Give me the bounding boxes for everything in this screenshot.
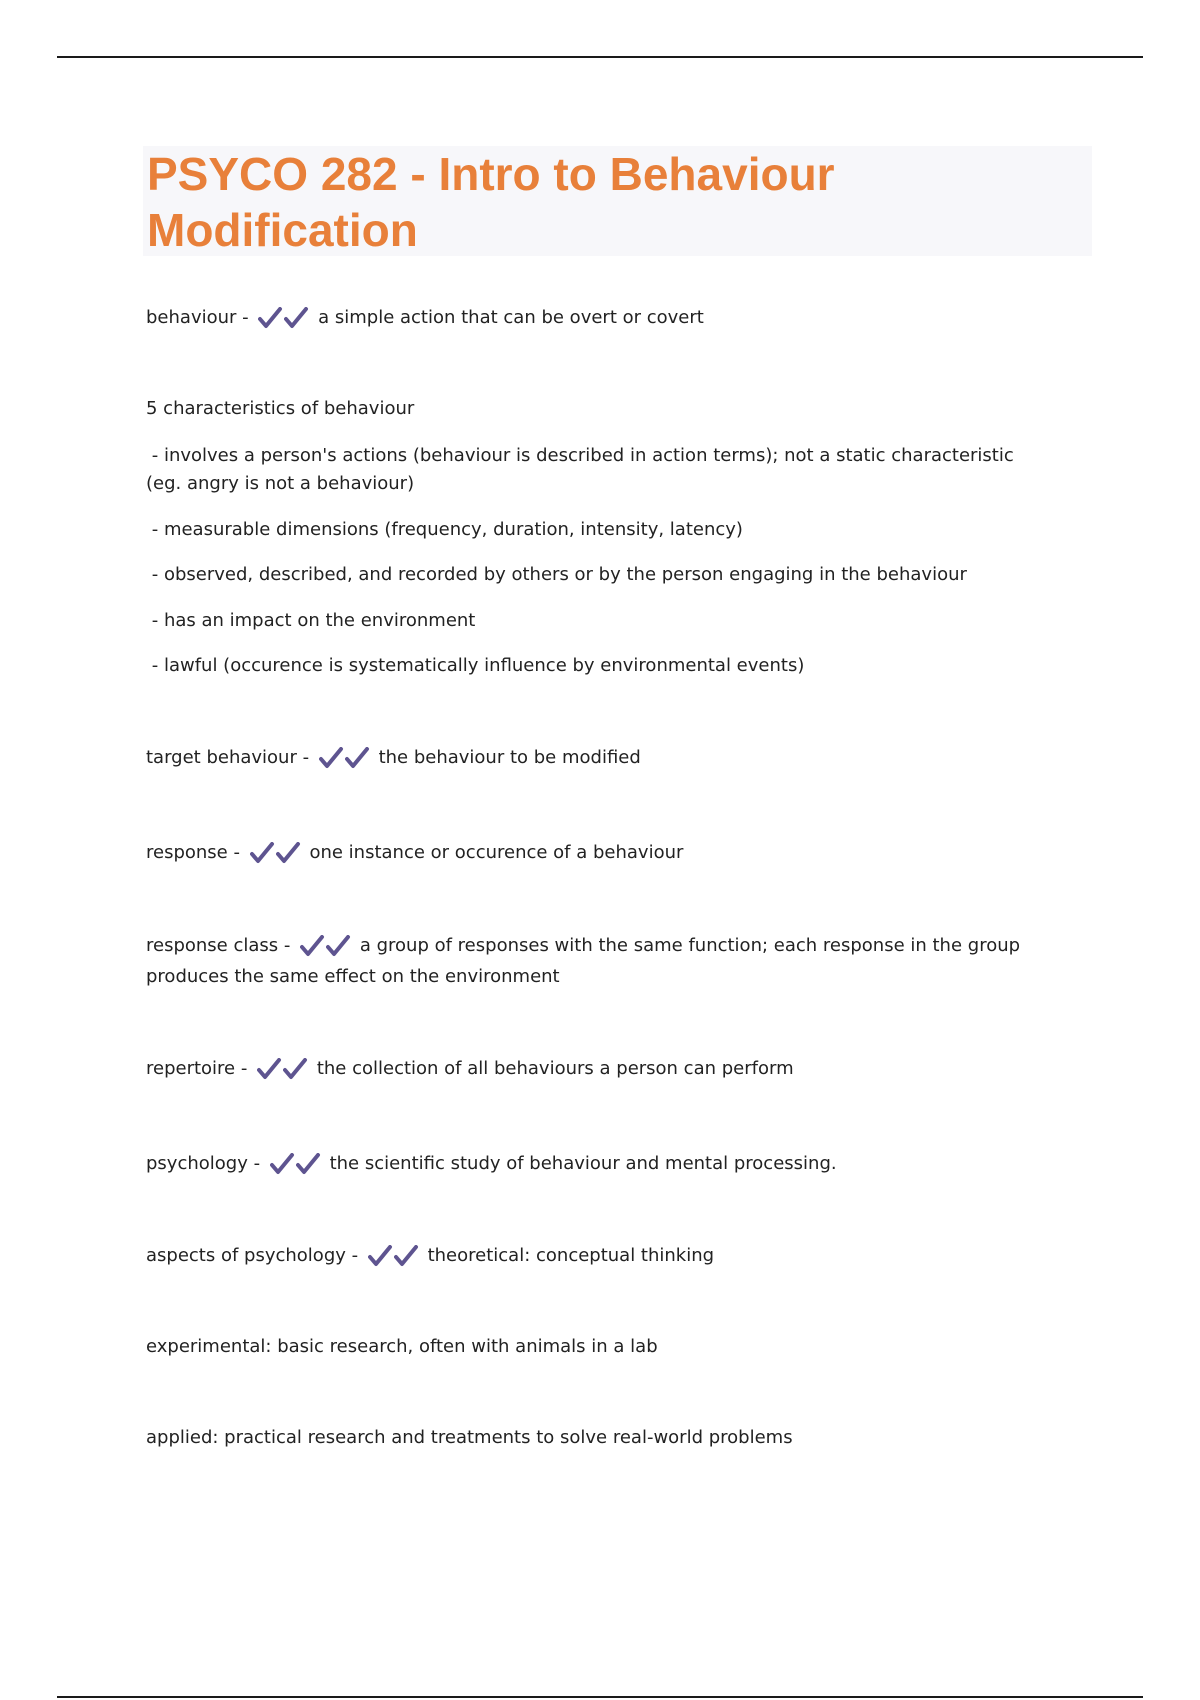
entry-term: target behaviour - [146,747,310,768]
top-rule [57,56,1143,58]
entry-text: - has an impact on the environment [146,610,476,631]
entry-target-behaviour [146,744,1046,775]
double-check-icon [250,842,302,870]
entry-term: psychology - [146,1153,261,1174]
entry-repertoire [146,1055,1046,1086]
entry-aspects-of-psychology [146,1242,1046,1273]
entry-text: experimental: basic research, often with animals in a lab [146,1336,658,1357]
entry-definition: a simple action that can be overt or covert [318,307,704,328]
entry-term: response - [146,842,240,863]
entry-response [146,839,1046,870]
entry-definition: the collection of all behaviours a person can perform [316,1058,794,1079]
entry-psychology [146,1150,1046,1181]
page-title: PSYCO 282 - Intro to Behaviour Modification [147,148,835,256]
entry-heading-characteristics [146,395,1046,423]
entry-applied [146,1424,1046,1452]
entry-text: - measurable dimensions (frequency, duration, intensity, latency) [146,519,743,540]
entry-text: applied: practical research and treatments to solve real-world problems [146,1427,793,1448]
bottom-rule [57,1696,1143,1698]
double-check-icon [319,747,371,775]
double-check-icon [258,307,310,335]
entry-definition: theoretical: conceptual thinking [427,1245,715,1266]
entry-characteristic-2 [146,516,1046,544]
entry-term: response class - [146,935,291,956]
entry-behaviour [146,304,1046,335]
double-check-icon [300,935,352,963]
entry-definition: the scientific study of behaviour and mental processing. [329,1153,837,1174]
entry-term: aspects of psychology - [146,1245,359,1266]
entry-response-class [146,932,1026,991]
entry-definition: the behaviour to be modified [378,747,641,768]
entry-characteristic-3 [146,561,1046,589]
entry-text: 5 characteristics of behaviour [146,398,415,419]
entry-experimental [146,1333,1046,1361]
entry-definition: a group of responses with the same function; each response in the group produces the same effect on the environment [146,935,1021,987]
double-check-icon [368,1245,420,1273]
double-check-icon [257,1058,309,1086]
double-check-icon [270,1153,322,1181]
entry-characteristic-1 [146,442,1046,498]
entry-characteristic-4 [146,607,1046,635]
entry-term: repertoire - [146,1058,248,1079]
entry-text: - lawful (occurence is systematically influence by environmental events) [146,655,805,676]
entry-characteristic-5 [146,652,1046,680]
entry-text: - involves a person's actions (behaviour is described in action terms); not a static characteristic (eg. angry is not a behaviour) [146,445,1020,494]
entry-term: behaviour - [146,307,249,328]
title-box [143,146,1092,256]
entry-definition: one instance or occurence of a behaviour [309,842,684,863]
entry-text: - observed, described, and recorded by others or by the person engaging in the behaviour [146,564,967,585]
